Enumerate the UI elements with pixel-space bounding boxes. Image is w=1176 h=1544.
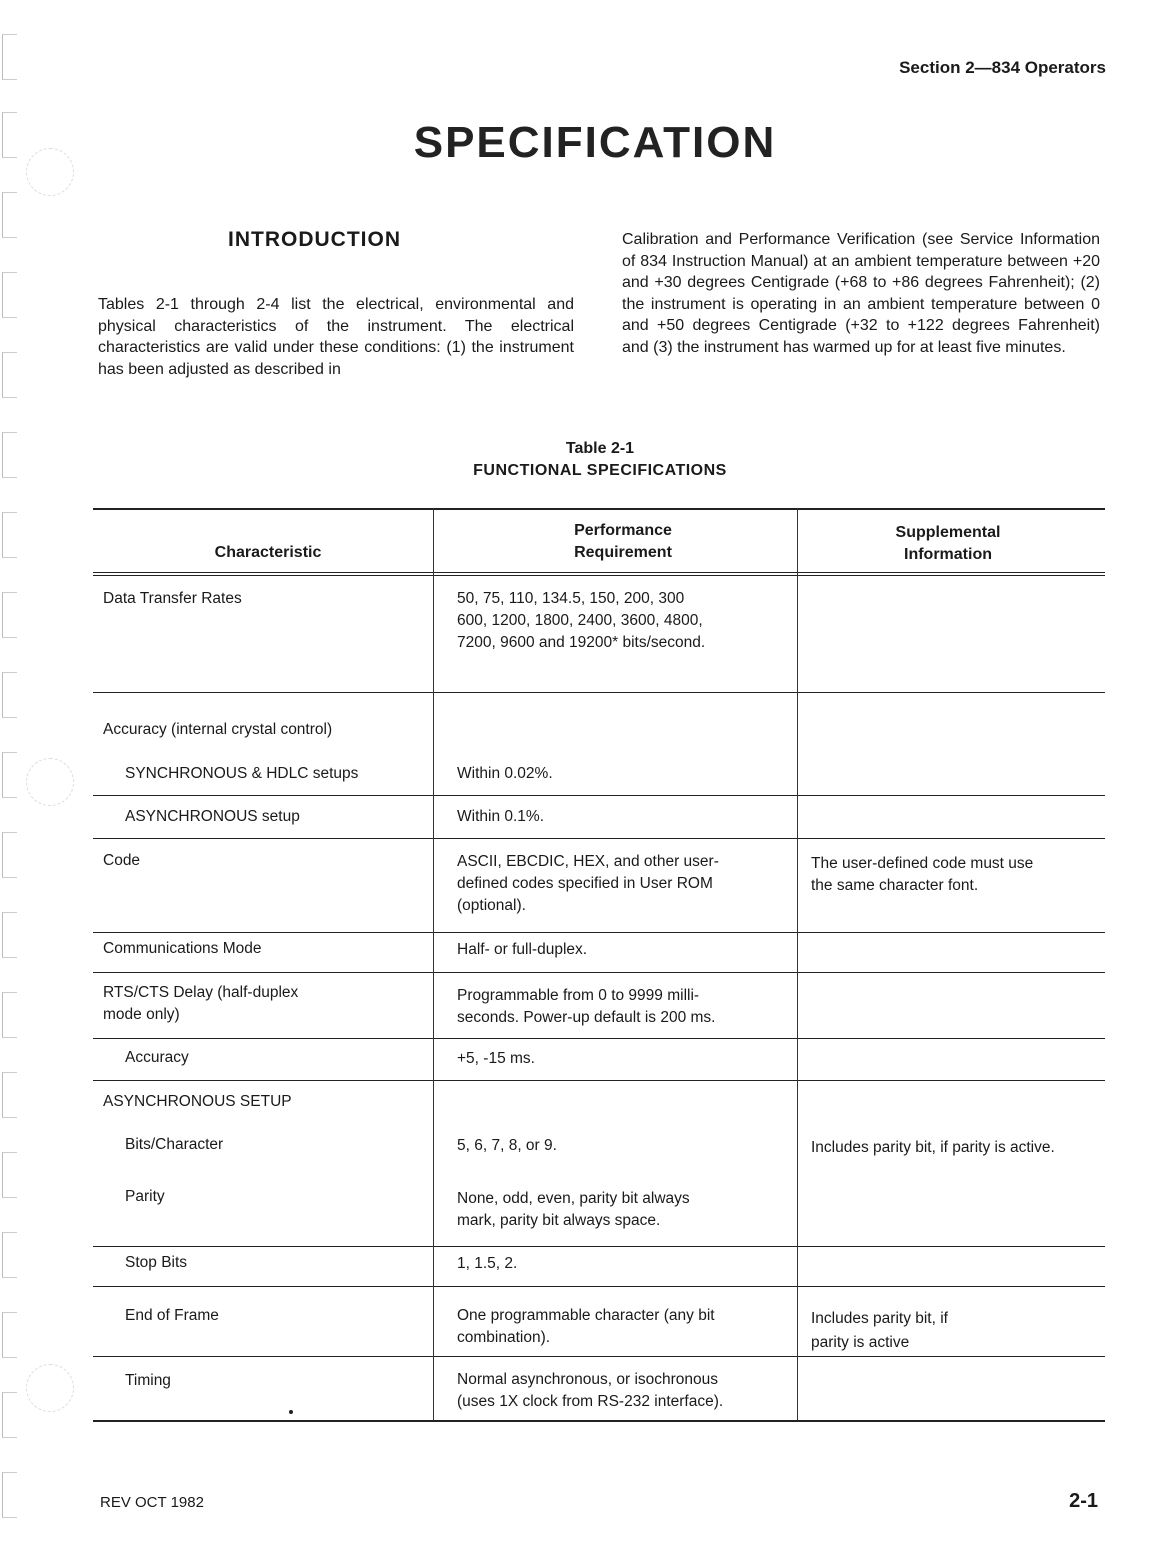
punch-hole-mark	[26, 758, 74, 806]
row-performance: One programmable character (any bit combination).	[457, 1307, 715, 1346]
row-characteristic: ASYNCHRONOUS setup	[125, 808, 300, 825]
row-supplemental: Includes parity bit, if parity is active.	[811, 1139, 1055, 1156]
row-rule	[93, 795, 1105, 796]
introduction-heading: INTRODUCTION	[228, 228, 401, 251]
introduction-text-left: Tables 2-1 through 2-4 list the electrical, environmental and physical characteristics of the instrument. The electrical characteristics are valid under these conditions: (1) the instrument has been adjusted as described in	[98, 296, 574, 378]
row-performance: 50, 75, 110, 134.5, 150, 200, 300 600, 1200, 1800, 2400, 3600, 4800, 7200, 9600 and 19200* bits/second.	[457, 590, 706, 651]
row-characteristic: Communications Mode	[103, 940, 262, 957]
row-performance: 1, 1.5, 2.	[457, 1255, 518, 1272]
row-supplemental: Includes parity bit, if parity is active	[811, 1310, 948, 1351]
binder-edge	[0, 0, 30, 1544]
row-characteristic: Bits/Character	[125, 1136, 224, 1153]
table-title: FUNCTIONAL SPECIFICATIONS	[473, 462, 727, 479]
header-rule	[93, 572, 1105, 573]
row-characteristic: SYNCHRONOUS & HDLC setups	[125, 765, 359, 782]
page-number: 2-1	[1069, 1490, 1098, 1512]
column-header-characteristic: Characteristic	[214, 544, 322, 561]
row-performance: Programmable from 0 to 9999 milli- seconds. Power-up default is 200 ms.	[457, 987, 716, 1026]
page-title: SPECIFICATION	[413, 118, 777, 167]
row-characteristic: Data Transfer Rates	[103, 590, 242, 607]
row-supplemental: The user-defined code must use the same character font.	[811, 855, 1034, 894]
row-characteristic: Parity	[125, 1188, 165, 1205]
ink-speck	[289, 1410, 293, 1414]
column-header-performance: Performance Requirement	[574, 522, 672, 561]
row-characteristic: Code	[103, 852, 141, 869]
row-performance: Half- or full-duplex.	[457, 941, 588, 958]
revision-date: REV OCT 1982	[100, 1494, 204, 1511]
punch-hole-mark	[26, 1364, 74, 1412]
row-rule	[93, 972, 1105, 973]
row-performance: ASCII, EBCDIC, HEX, and other user- defined codes specified in User ROM (optional).	[457, 853, 719, 914]
row-characteristic: Stop Bits	[125, 1254, 188, 1271]
row-rule	[93, 1080, 1105, 1081]
row-rule	[93, 838, 1105, 839]
table-bottom-rule	[93, 1420, 1105, 1422]
row-rule	[93, 692, 1105, 693]
row-performance: 5, 6, 7, 8, or 9.	[457, 1137, 557, 1154]
column-divider	[797, 508, 798, 1420]
row-rule	[93, 932, 1105, 933]
table-top-rule	[93, 508, 1105, 510]
row-performance: Normal asynchronous, or isochronous (uses 1X clock from RS-232 interface).	[457, 1371, 724, 1410]
row-characteristic: End of Frame	[125, 1307, 219, 1324]
row-characteristic: Accuracy	[125, 1049, 189, 1066]
introduction-text-right: Calibration and Performance Verification (see Service Information of 834 Instruction Manual) at an ambient temperature between +20 and +30 degrees Centigrade (+68 to +86 degrees Fahrenheit); (2) the instrument is operating in an ambient temperature between 0 and +50 degrees Centigrade (+32 to +122 degrees Fahrenheit) and (3) the instrument has warmed up for at least five minutes.	[622, 231, 1100, 356]
row-performance: Within 0.1%.	[457, 808, 545, 825]
section-header: Section 2—834 Operators	[899, 58, 1106, 77]
row-rule	[93, 1038, 1105, 1039]
row-rule	[93, 1356, 1105, 1357]
row-performance: Within 0.02%.	[457, 765, 553, 782]
row-rule	[93, 1246, 1105, 1247]
row-characteristic: Timing	[125, 1372, 171, 1389]
row-characteristic: Accuracy (internal crystal control)	[103, 721, 333, 738]
row-characteristic: RTS/CTS Delay (half-duplex mode only)	[103, 984, 299, 1023]
row-performance: None, odd, even, parity bit always mark, parity bit always space.	[457, 1190, 690, 1229]
table-number: Table 2-1	[565, 440, 635, 457]
column-divider	[433, 508, 434, 1420]
row-performance: +5, -15 ms.	[457, 1050, 535, 1067]
column-header-supplemental: Supplemental Information	[895, 524, 1001, 563]
header-rule-double	[93, 575, 1105, 576]
row-characteristic: ASYNCHRONOUS SETUP	[103, 1093, 292, 1110]
row-rule	[93, 1286, 1105, 1287]
